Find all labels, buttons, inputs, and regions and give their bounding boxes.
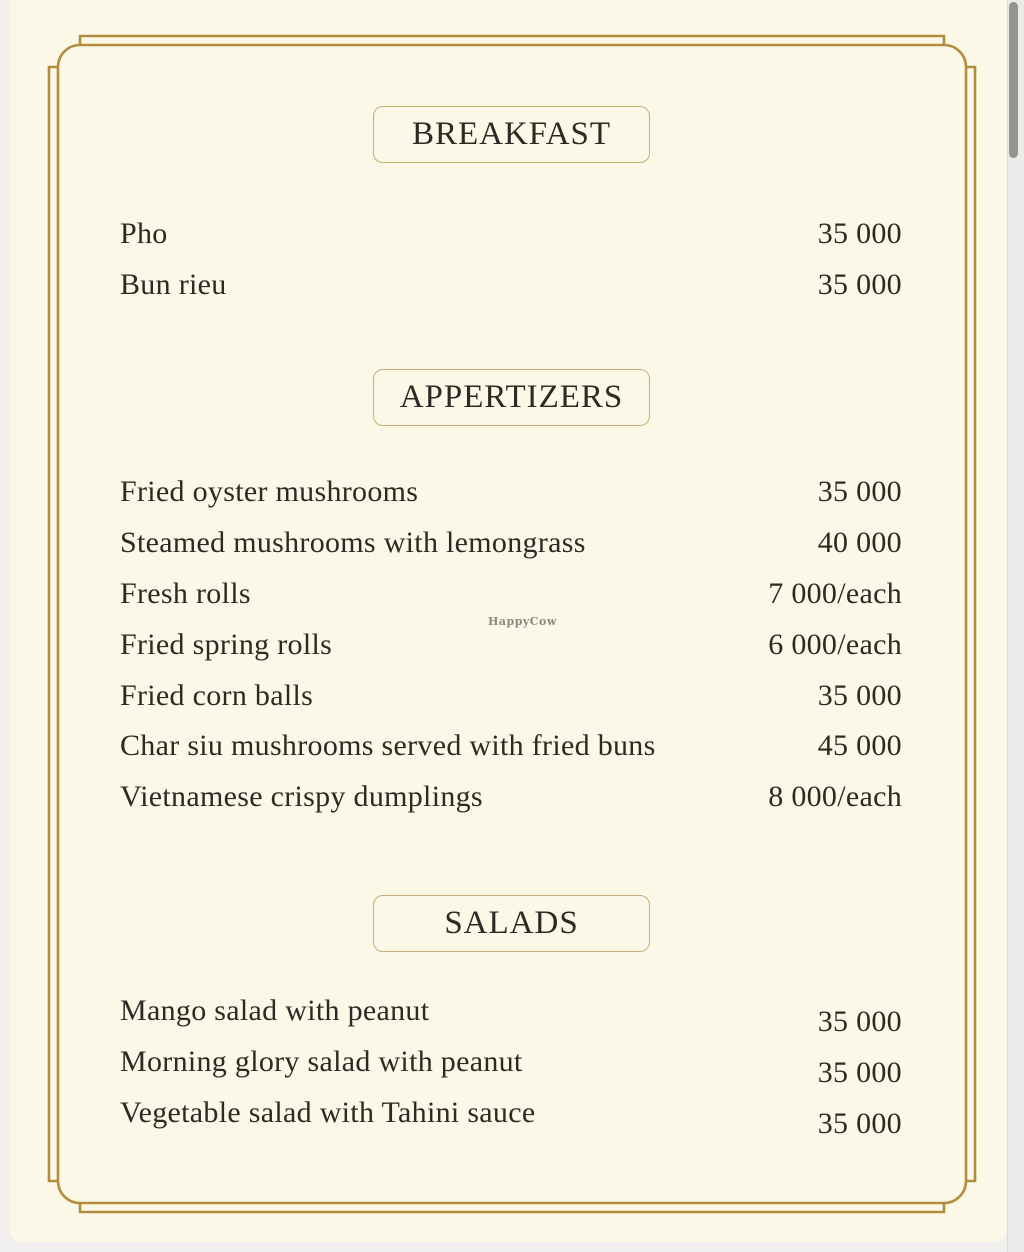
menu-item-price: 35 000	[817, 678, 902, 712]
menu-item-name: Fried oyster mushrooms	[120, 475, 419, 509]
menu-item-price: 35 000	[817, 217, 902, 251]
menu-item-name: Fried spring rolls	[120, 627, 333, 661]
menu-item-price: 35 000	[817, 1106, 902, 1140]
frame-corner-arc-bottom-right	[944, 1181, 966, 1203]
menu-item-price: 35 000	[817, 268, 902, 302]
happycow-watermark: HappyCow	[488, 615, 557, 628]
menu-item-name: Mango salad with peanut	[120, 994, 430, 1028]
appetizers-item-list	[10, 467, 1007, 823]
frame-corner-arc-top-left	[58, 45, 80, 67]
section-title: BREAKFAST	[411, 116, 612, 152]
menu-item-price: 40 000	[817, 526, 902, 560]
salads-item-list	[10, 986, 1007, 1138]
section-header-salads	[373, 895, 650, 952]
menu-item-row	[10, 772, 1007, 823]
frame-top-outer-line	[80, 36, 944, 45]
menu-item-name: Char siu mushrooms served with fried buns	[120, 729, 656, 763]
menu-item-price: 7 000/each	[768, 576, 902, 610]
menu-item-name: Fresh rolls	[120, 576, 251, 610]
frame-corner-arc-top-right	[944, 45, 966, 67]
menu-item-row	[10, 467, 1007, 518]
menu-item-name: Fried corn balls	[120, 678, 314, 712]
section-title: SALADS	[444, 905, 579, 941]
menu-item-name: Bun rieu	[120, 268, 227, 302]
menu-item-price: 45 000	[817, 729, 902, 763]
section-title: APPERTIZERS	[399, 379, 624, 415]
frame-bottom-outer-line	[80, 1203, 944, 1212]
menu-item-row	[10, 569, 1007, 620]
menu-page	[10, 0, 1007, 1242]
menu-item-row	[10, 721, 1007, 772]
menu-item-row	[10, 1037, 1007, 1088]
menu-item-price: 8 000/each	[768, 780, 902, 814]
frame-corner-arc-bottom-left	[58, 1181, 80, 1203]
menu-item-name: Vegetable salad with Tahini sauce	[120, 1095, 536, 1129]
section-header-breakfast	[373, 106, 650, 163]
menu-item-name: Steamed mushrooms with lemongrass	[120, 526, 586, 560]
menu-item-price: 35 000	[817, 1056, 902, 1090]
menu-item-row	[10, 209, 1007, 260]
menu-item-row	[10, 260, 1007, 311]
menu-item-row	[10, 518, 1007, 569]
menu-item-price: 6 000/each	[768, 627, 902, 661]
menu-item-row	[10, 1088, 1007, 1139]
menu-item-name: Morning glory salad with peanut	[120, 1045, 523, 1079]
scrollbar-track[interactable]	[1007, 0, 1024, 1252]
menu-item-price: 35 000	[817, 1005, 902, 1039]
menu-item-price: 35 000	[817, 475, 902, 509]
section-header-appetizers	[373, 369, 650, 426]
menu-item-name: Vietnamese crispy dumplings	[120, 780, 483, 814]
breakfast-item-list	[10, 209, 1007, 311]
scrollbar-thumb[interactable]	[1009, 2, 1018, 158]
menu-item-name: Pho	[120, 217, 168, 251]
menu-item-row	[10, 986, 1007, 1037]
menu-item-row	[10, 670, 1007, 721]
